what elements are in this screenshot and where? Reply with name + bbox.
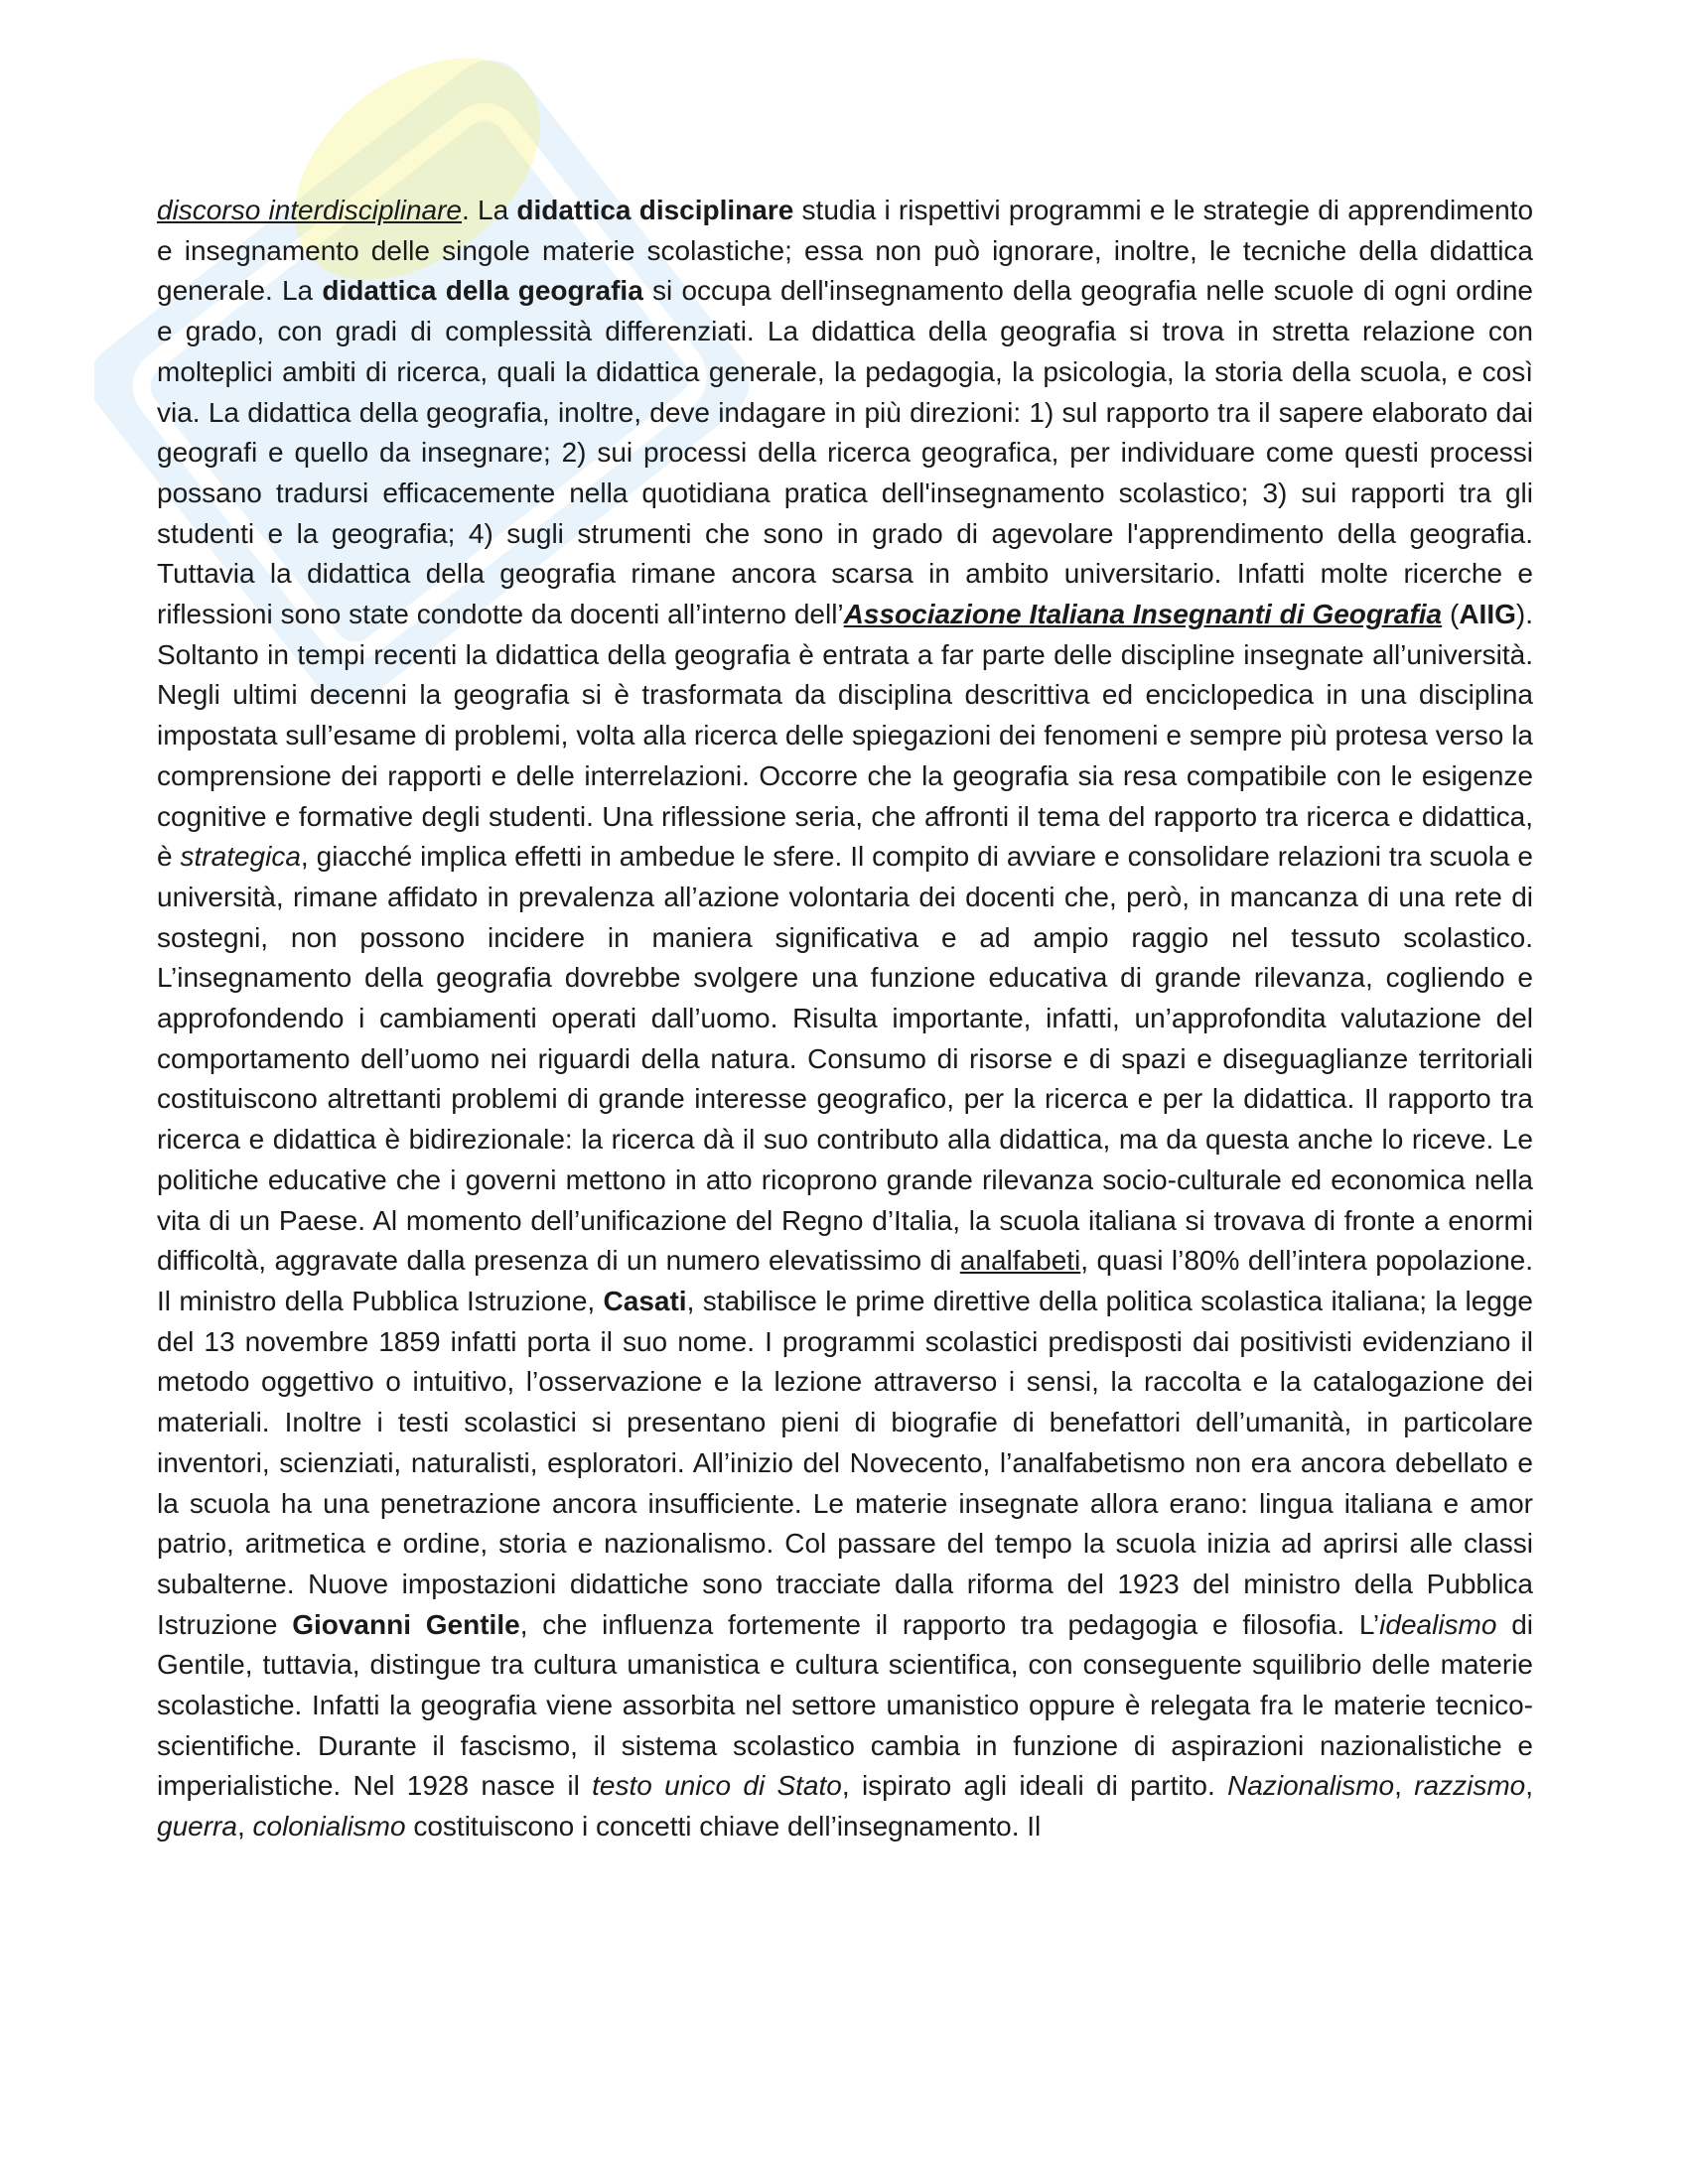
text-run: , stabilisce le prime direttive della politica scolastica italiana; la legge del 13 novembre 1859 infatti porta il suo nome. I programmi scolastici predisposti dai positivisti evidenziano il metodo oggettivo o intuitivo, l’osservazione e la lezione attraverso i sensi, la raccolta e la catalogazione dei materiali. Inoltre i testi scolastici si presentano pieni di biografie di benefattori dell’umanità, in particolare inventori, scienziati, naturalisti, esploratori. All’inizio del Novecento, l’analfabetismo non era ancora debellato e la scuola ha una penetrazione ancora insufficiente. Le materie insegnate allora erano: lingua italiana e amor patrio, aritmetica e ordine, storia e nazionalismo. Col passare del tempo la scuola inizia ad aprirsi alle classi subalterne. Nuove impostazioni didattiche sono tracciate dalla riforma del 1923 del ministro della Pubblica Istruzione [157,1285,1533,1640]
formatted-text-run: didattica della geografia [322,275,643,307]
text-run: , [1394,1770,1415,1802]
text-run: ). Soltanto in tempi recenti la didattica della geografia è entrata a far parte delle discipline insegnate all’università. Negli ultimi decenni la geografia si è trasformata da disciplina descrittiva ed enciclopedica in una disciplina impostata sull’esame di problemi, volta alla ricerca delle spiegazioni dei fenomeni e sempre più protesa verso la comprensione dei rapporti e delle interrelazioni. Occorre che la geografia sia resa compatibile con le esigenze cognitive e formative degli studenti. Una riflessione seria, che affronti il tema del rapporto tra ricerca e didattica, è [157,599,1533,873]
text-run: , [236,1811,253,1843]
formatted-text-run: guerra [157,1811,237,1843]
formatted-text-run: didattica disciplinare [516,195,794,225]
formatted-text-run: Casati [603,1285,687,1316]
text-run: , giacché implica effetti in ambedue le sfere. Il compito di avviare e consolidare relazioni tra scuola e università, rimane affidato in prevalenza all’azione volontaria dei docenti che, però, in mancanza di una rete di sostegni, non possono incidere in maniera significativa e ad ampio raggio nel tessuto scolastico. L’insegnamento della geografia dovrebbe svolgere una funzione educativa di grande rilevanza, cogliendo e approfondendo i cambiamenti operati dall’uomo. Risulta importante, infatti, un’approfondita valutazione del comportamento dell’uomo nei riguardi della natura. Consumo di risorse e di spazi e diseguaglianze territoriali costituiscono altrettanti problemi di grande interesse geografico, per la ricerca e per la didattica. Il rapporto tra ricerca e didattica è bidirezionale: la ricerca dà il suo contributo alla didattica, ma da questa anche lo riceve. Le politiche educative che i governi mettono in atto ricoprono grande rilevanza socio-culturale ed economica nella vita di un Paese. Al momento dell’unificazione del Regno d’Italia, la scuola italiana si trovava di fronte a enormi difficoltà, aggravate dalla presenza di un numero elevatissimo di [157,841,1533,1277]
text-run: studia i rispettivi programmi e le strategie di apprendimento e insegnamento delle singole materie scolastiche; essa non può ignorare, inoltre, le tecniche della didattica generale. La [157,195,1534,307]
page-body-text [157,191,1533,1847]
text-run: , [1525,1770,1534,1802]
formatted-text-run: strategica [180,841,301,873]
formatted-text-run: discorso interdisciplinare [157,195,463,225]
formatted-text-run: analfabeti [959,1245,1081,1277]
text-run: , quasi l’80% dell’intera popolazione. Il ministro della Pubblica Istruzione, [157,1245,1533,1316]
formatted-text-run: Giovanni Gentile [292,1608,520,1640]
text-run: , che influenza fortemente il rapporto tra pedagogia e filosofia. L’ [519,1608,1380,1640]
formatted-text-run: testo unico di Stato [592,1770,842,1802]
formatted-text-run: idealismo [1379,1608,1497,1640]
formatted-text-run: AIIG [1459,599,1516,630]
text-run: ( [1442,599,1460,630]
text-run: . La [462,195,517,225]
text-run: , ispirato agli ideali di partito. [841,1770,1228,1802]
association-link[interactable]: Associazione Italiana Insegnanti di Geografia [843,599,1443,630]
formatted-text-run: Nazionalismo [1227,1770,1395,1802]
formatted-text-run: colonialismo [252,1811,406,1843]
text-run: di Gentile, tuttavia, distingue tra cultura umanistica e cultura scientifica, con conseguente squilibrio delle materie scolastiche. Infatti la geografia viene assorbita nel settore umanistico oppure è relegata fra le materie tecnico-scientifiche. Durante il fascismo, il sistema scolastico cambia in funzione di aspirazioni nazionalistiche e imperialistiche. Nel 1928 nasce il [157,1608,1534,1802]
text-run: si occupa dell'insegnamento della geografia nelle scuole di ogni ordine e grado, con gradi di complessità differenziati. La didattica della geografia si trova in stretta relazione con molteplici ambiti di ricerca, quali la didattica generale, la pedagogia, la psicologia, la storia della scuola, e così via. La didattica della geografia, inoltre, deve indagare in più direzioni: 1) sul rapporto tra il sapere elaborato dai geografi e quello da insegnare; 2) sui processi della ricerca geografica, per individuare come questi processi possano tradursi efficacemente nella quotidiana pratica dell'insegnamento scolastico; 3) sui rapporti tra gli studenti e la geografia; 4) sugli strumenti che sono in grado di agevolare l'apprendimento della geografia. Tuttavia la didattica della geografia rimane ancora scarsa in ambito universitario. Infatti molte ricerche e riflessioni sono state condotte da docenti all’interno dell’ [157,275,1533,630]
text-run: costituiscono i concetti chiave dell’insegnamento. Il [405,1811,1042,1843]
formatted-text-run: razzismo [1414,1770,1526,1802]
